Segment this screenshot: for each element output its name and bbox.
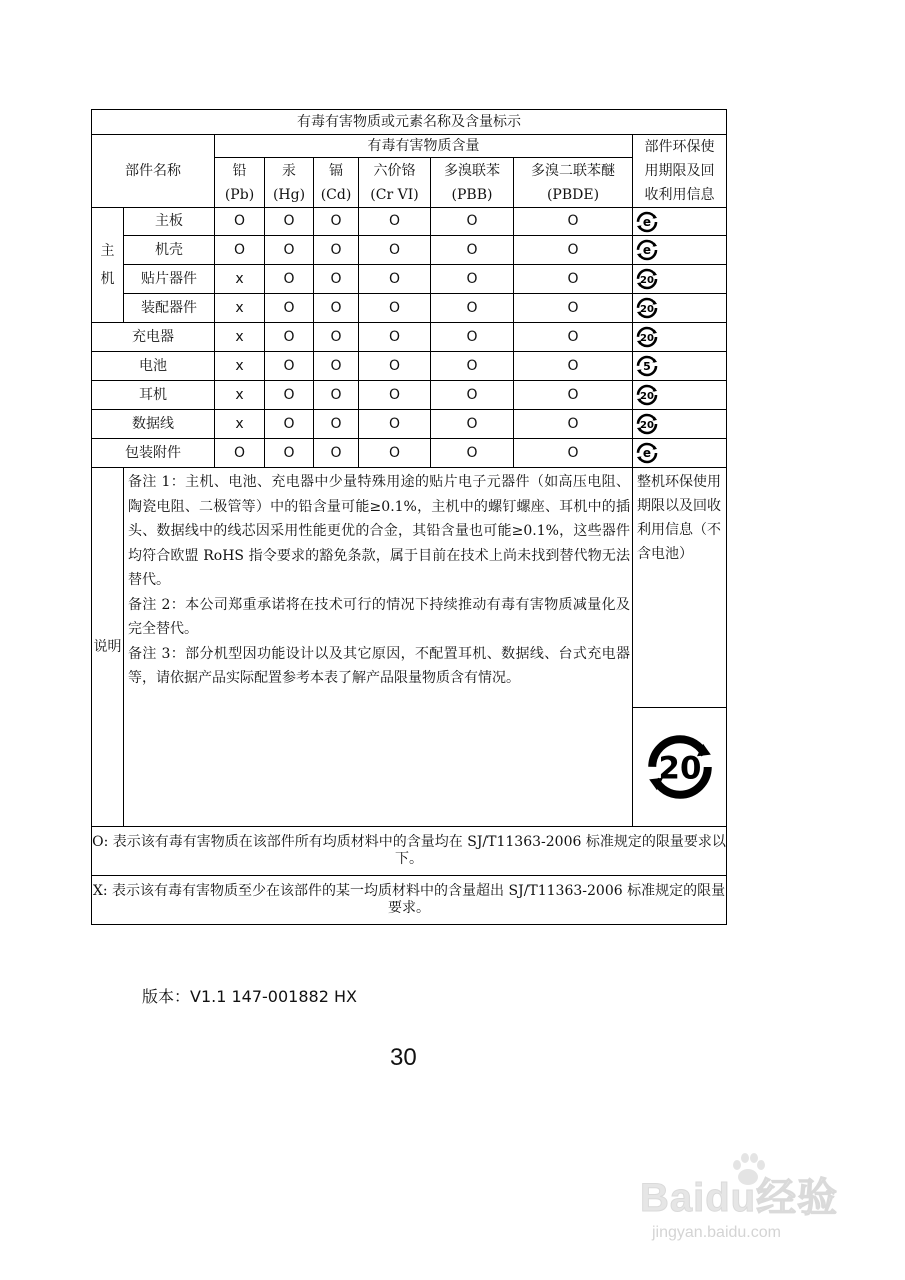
- substance-mark: O: [359, 323, 431, 352]
- efup-e-icon: [635, 210, 659, 234]
- page-number: 30: [390, 1044, 417, 1071]
- table-row: [92, 294, 727, 323]
- svg-text:e: e: [642, 214, 652, 229]
- substance-group-header: 有毒有害物质含量: [215, 135, 633, 158]
- notes-text: [124, 468, 633, 827]
- substance-mark: x: [215, 410, 265, 439]
- substance-mark: O: [314, 410, 359, 439]
- efup-20-icon: [635, 267, 659, 291]
- substance-symbol: (PBDE): [546, 186, 600, 203]
- substance-mark: O: [431, 294, 514, 323]
- table-row: [92, 410, 727, 439]
- substance-mark: O: [265, 352, 314, 381]
- table-row: [92, 352, 727, 381]
- svg-text:20: 20: [640, 332, 654, 344]
- substance-symbol: (Pb): [224, 186, 255, 203]
- substance-mark: O: [514, 381, 633, 410]
- substance-mark: O: [215, 439, 265, 468]
- notes-label: [92, 468, 124, 827]
- efup-e-icon: [635, 441, 659, 465]
- svg-text:20: 20: [640, 274, 654, 286]
- component-name: 包装附件: [92, 439, 215, 468]
- efup-20-icon: [643, 730, 717, 804]
- device-efup-logo-cell: [633, 708, 727, 827]
- substance-mark: O: [359, 439, 431, 468]
- substance-mark: O: [314, 439, 359, 468]
- substance-symbol: (Cd): [320, 186, 352, 203]
- substance-mark: O: [215, 208, 265, 236]
- table-row: [92, 439, 727, 468]
- table-row: [92, 208, 727, 236]
- substance-symbol: (Hg): [272, 186, 306, 203]
- substance-mark: O: [314, 265, 359, 294]
- version-label: 版本：V1.1 147-001882 HX: [142, 987, 357, 1006]
- substance-mark: O: [265, 323, 314, 352]
- substance-mark: O: [314, 381, 359, 410]
- efup-header-line: 用期限及回: [644, 163, 715, 179]
- svg-text:20: 20: [658, 750, 701, 787]
- substance-mark: O: [431, 265, 514, 294]
- substance-mark: x: [215, 265, 265, 294]
- substance-mark: O: [514, 294, 633, 323]
- substance-mark: O: [314, 236, 359, 265]
- substance-symbol: (PBB): [451, 186, 493, 203]
- legend-o: O: 表示该有毒有害物质在该部件所有均质材料中的含量均在 SJ/T11363-2006 标准规定的限量要求以下。: [92, 827, 727, 876]
- efup-20-icon: [635, 296, 659, 320]
- substance-mark: x: [215, 323, 265, 352]
- efup-logo-cell: [633, 439, 727, 468]
- efup-20-icon: [635, 412, 659, 436]
- substance-mark: O: [514, 323, 633, 352]
- substance-mark: O: [514, 439, 633, 468]
- main-unit-group-label: [92, 208, 124, 323]
- svg-text:e: e: [642, 243, 652, 258]
- substance-mark: O: [359, 352, 431, 381]
- component-name: 耳机: [92, 381, 215, 410]
- svg-text:20: 20: [640, 419, 654, 431]
- efup-header: [633, 135, 727, 208]
- baidu-watermark: [640, 1150, 880, 1260]
- component-name: 主板: [124, 208, 215, 236]
- main-unit-group-char: 机: [100, 271, 115, 287]
- efup-logo-cell: [633, 294, 727, 323]
- component-name: 装配器件: [124, 294, 215, 323]
- substance-name: 多溴联苯: [444, 162, 500, 179]
- component-name: 数据线: [92, 410, 215, 439]
- substance-mark: O: [359, 381, 431, 410]
- watermark-brand: Baidu经验: [640, 1176, 839, 1220]
- substance-header: [314, 158, 359, 208]
- substance-mark: O: [359, 294, 431, 323]
- substance-mark: O: [514, 265, 633, 294]
- device-efup-note: 整机环保使用期限以及回收利用信息（不含电池）: [633, 468, 727, 708]
- substance-mark: O: [514, 236, 633, 265]
- efup-logo-cell: [633, 208, 727, 236]
- substance-mark: O: [265, 265, 314, 294]
- table-row: [92, 236, 727, 265]
- note-3: 备注 3：部分机型因功能设计以及其它原因，不配置耳机、数据线、台式充电器等，请依据产品实际配置参考本表了解产品限量物质含有情况。: [128, 645, 630, 686]
- substance-mark: O: [265, 410, 314, 439]
- substance-mark: O: [431, 352, 514, 381]
- component-name: 机壳: [124, 236, 215, 265]
- substance-mark: O: [265, 439, 314, 468]
- efup-5-icon: [635, 354, 659, 378]
- table-row: [92, 265, 727, 294]
- substance-mark: O: [265, 236, 314, 265]
- substance-name: 铅: [232, 162, 247, 179]
- substance-name: 六价铬: [373, 162, 416, 179]
- legend-x: X: 表示该有毒有害物质至少在该部件的某一均质材料中的含量超出 SJ/T11363-2006 标准规定的限量要求。: [92, 876, 727, 925]
- watermark-url: jingyan.baidu.com: [652, 1224, 781, 1241]
- substance-mark: O: [265, 294, 314, 323]
- component-name: 贴片器件: [124, 265, 215, 294]
- table-row: [92, 381, 727, 410]
- efup-logo-cell: [633, 236, 727, 265]
- substance-header: [265, 158, 314, 208]
- notes-label-char: 说: [93, 639, 108, 655]
- substance-mark: O: [431, 323, 514, 352]
- efup-20-icon: [635, 325, 659, 349]
- substance-mark: O: [359, 236, 431, 265]
- substance-name: 镉: [329, 162, 343, 179]
- substance-mark: O: [431, 236, 514, 265]
- note-2: 备注 2：本公司郑重承诺将在技术可行的情况下持续推动有毒有害物质减量化及完全替代。: [128, 596, 630, 637]
- substance-mark: O: [314, 323, 359, 352]
- substance-mark: O: [514, 410, 633, 439]
- svg-text:5: 5: [643, 359, 651, 373]
- efup-e-icon: [635, 238, 659, 262]
- substance-header: [514, 158, 633, 208]
- efup-20-icon: [635, 383, 659, 407]
- component-name: 充电器: [92, 323, 215, 352]
- substance-mark: O: [265, 208, 314, 236]
- efup-logo-cell: [633, 352, 727, 381]
- efup-logo-cell: [633, 410, 727, 439]
- efup-logo-cell: [633, 265, 727, 294]
- hazardous-substance-table: [91, 109, 727, 925]
- substance-mark: O: [265, 381, 314, 410]
- substance-name: 多溴二联苯醚: [531, 162, 615, 179]
- substance-mark: O: [314, 294, 359, 323]
- substance-header: [431, 158, 514, 208]
- substance-mark: O: [314, 208, 359, 236]
- substance-symbol: (Cr VI): [370, 186, 419, 203]
- substance-mark: O: [431, 410, 514, 439]
- substance-name: 汞: [282, 162, 296, 179]
- substance-mark: O: [359, 208, 431, 236]
- substance-mark: x: [215, 381, 265, 410]
- substance-mark: O: [431, 208, 514, 236]
- substance-mark: O: [431, 439, 514, 468]
- svg-text:e: e: [642, 446, 652, 461]
- efup-logo-cell: [633, 381, 727, 410]
- substance-mark: O: [431, 381, 514, 410]
- substance-mark: O: [314, 352, 359, 381]
- svg-text:20: 20: [640, 303, 654, 315]
- substance-mark: x: [215, 352, 265, 381]
- efup-header-line: 收利用信息: [644, 187, 715, 203]
- efup-header-line: 部件环保使: [644, 139, 715, 155]
- substance-mark: O: [359, 410, 431, 439]
- table-title: 有毒有害物质或元素名称及含量标示: [92, 110, 727, 135]
- substance-header: [359, 158, 431, 208]
- notes-label-char: 明: [107, 639, 122, 655]
- note-1: 备注 1：主机、电池、充电器中少量特殊用途的贴片电子元器件（如高压电阻、陶瓷电阻、二极管等）中的铅含量可能≥0.1%，主机中的螺钉螺座、耳机中的插头、数据线中的线芯因采用性能更优的合金，其铅含量也可能≥0.1%，这些器件均符合欧盟 RoHS 指令要求的豁免条款，属于目前在技术上尚未找到替代物无法替代。: [128, 474, 630, 588]
- component-name-header: 部件名称: [92, 135, 215, 208]
- table-row: [92, 323, 727, 352]
- svg-text:20: 20: [640, 390, 654, 402]
- main-unit-group-char: 主: [100, 243, 115, 259]
- substance-header: [215, 158, 265, 208]
- component-name: 电池: [92, 352, 215, 381]
- substance-mark: x: [215, 294, 265, 323]
- substance-mark: O: [359, 265, 431, 294]
- substance-mark: O: [215, 236, 265, 265]
- efup-logo-cell: [633, 323, 727, 352]
- substance-mark: O: [514, 208, 633, 236]
- substance-mark: O: [514, 352, 633, 381]
